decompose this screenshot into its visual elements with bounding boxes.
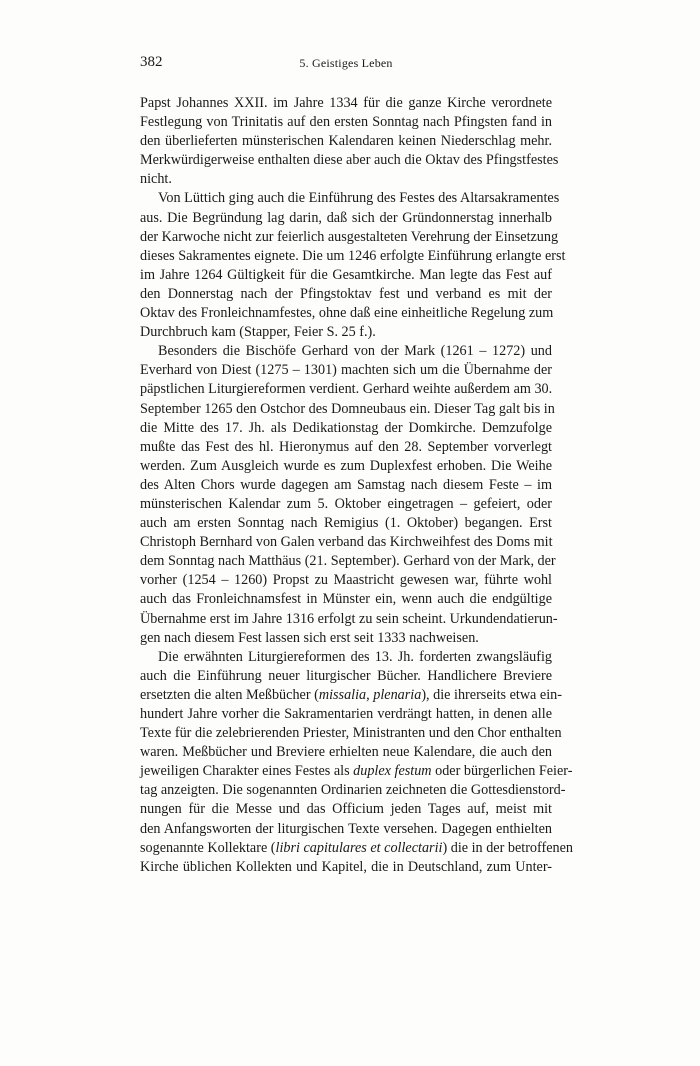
- text-line: Christoph Bernhard von Galen verband das Kirchweihfest des Doms mit: [140, 534, 553, 551]
- text-line: die Mitte des 17. Jh. als Dedikationstag der Domkirche. Demzufolge: [140, 419, 552, 436]
- body-text: [140, 94, 573, 877]
- text-line: den Donnerstag nach der Pfingstoktav fest und verband es mit der: [140, 285, 552, 302]
- text-line: den Anfangsworten der liturgischen Texte versehen. Dagegen enthielten: [140, 820, 552, 837]
- text-line: Papst Johannes XXII. im Jahre 1334 für die ganze Kirche verordnete: [140, 95, 552, 111]
- text-line: Kirche üblichen Kollekten und Kapitel, die in Deutschland, zum Unter-: [140, 858, 552, 875]
- text-line: münsterischen Kalendar zum 5. Oktober eingetragen – gefeiert, oder: [140, 495, 552, 512]
- text-line: vorher (1254 – 1260) Propst zu Maastricht gewesen war, führte wohl: [140, 572, 552, 589]
- text-line: dem Sonntag nach Matthäus (21. September). Gerhard von der Mark, der: [140, 553, 556, 570]
- text-line: Texte für die zelebrierenden Priester, Ministranten und den Chor enthalten: [140, 725, 562, 742]
- text-line: päpstlichen Liturgiereformen verdient. Gerhard weihte außerdem am 30.: [140, 381, 553, 398]
- text-line: September 1265 den Ostchor des Domneubaus ein. Dieser Tag galt bis in: [140, 400, 555, 417]
- text-line: ersetzten die alten Meßbücher (missalia, plenaria), die ihrerseits etwa ein-: [140, 686, 562, 703]
- text-line: auch die Einführung neuer liturgischer Bücher. Handlichere Breviere: [140, 667, 552, 684]
- text-line: auch am ersten Sonntag nach Remigius (1. Oktober) begangen. Erst: [140, 515, 552, 532]
- text-line: jeweiligen Charakter eines Festes als duplex festum oder bürgerlichen Feier-: [140, 763, 573, 780]
- text-line: aus. Die Begründung lag darin, daß sich der Gründonnerstag innerhalb: [140, 209, 552, 226]
- text-line: Merkwürdigerweise enthalten diese aber auch die Oktav des Pfingstfestes: [140, 152, 559, 169]
- text-line: Festlegung von Trinitatis auf den ersten Sonntag nach Pfingsten fand in: [140, 114, 552, 131]
- text-line: gen nach diesem Fest lassen sich erst seit 1333 nachweisen.: [140, 629, 479, 646]
- text-line: auch das Fronleichnamsfest in Münster ein, wenn auch die endgültige: [140, 591, 552, 608]
- text-line: nungen für die Messe und das Officium jeden Tages auf, meist mit: [140, 801, 552, 818]
- text-line: waren. Meßbücher und Breviere erhielten neue Kalendare, die auch den: [140, 744, 552, 761]
- text-line: Übernahme erst im Jahre 1316 erfolgt zu sein scheint. Urkundendatierun-: [140, 610, 558, 627]
- page-header: [140, 54, 552, 76]
- text-line: mußte das Fest des hl. Hieronymus auf den 28. September vorverlegt: [140, 438, 552, 455]
- text-line: des Alten Chors wurde dagegen am Samstag nach diesem Feste – im: [140, 476, 552, 493]
- page-number: 382: [140, 54, 163, 70]
- text-line: Oktav des Fronleichnamfestes, ohne daß eine einheitliche Regelung zum: [140, 305, 554, 322]
- text-line: den überlieferten münsterischen Kalendaren keinen Niederschlag mehr.: [140, 133, 552, 150]
- text-line: werden. Zum Ausgleich wurde es zum Duplexfest erhoben. Die Weihe: [140, 457, 552, 474]
- text-line: Everhard von Diest (1275 – 1301) machten sich um die Übernahme der: [140, 362, 552, 379]
- text-line: im Jahre 1264 Gültigkeit für die Gesamtkirche. Man legte das Fest auf: [140, 266, 552, 283]
- text-line: nicht.: [140, 171, 172, 188]
- text-line: sogenannte Kollektare (libri capitulares et collectarii) die in der betroffenen: [140, 839, 573, 856]
- text-line: Besonders die Bischöfe Gerhard von der Mark (1261 – 1272) und: [158, 343, 552, 360]
- text-line: hundert Jahre vorher die Sakramentarien verdrängt hatten, in denen alle: [140, 706, 552, 722]
- text-line: Durchbruch kam (Stapper, Feier S. 25 f.).: [140, 324, 376, 341]
- text-line: Von Lüttich ging auch die Einführung des Festes des Altarsakramentes: [158, 190, 560, 207]
- text-line: dieses Sakramentes eignete. Die um 1246 erfolgte Einführung erlangte erst: [140, 247, 566, 264]
- text-line: tag anzeigten. Die sogenannten Ordinarien zeichneten die Gottesdienstord-: [140, 782, 566, 799]
- text-line: der Karwoche nicht zur feierlich ausgestalteten Verehrung der Einsetzung: [140, 228, 559, 245]
- text-line: Die erwähnten Liturgiereformen des 13. Jh. forderten zwangsläufig: [158, 648, 552, 665]
- running-head: 5. Geistiges Leben: [299, 56, 393, 70]
